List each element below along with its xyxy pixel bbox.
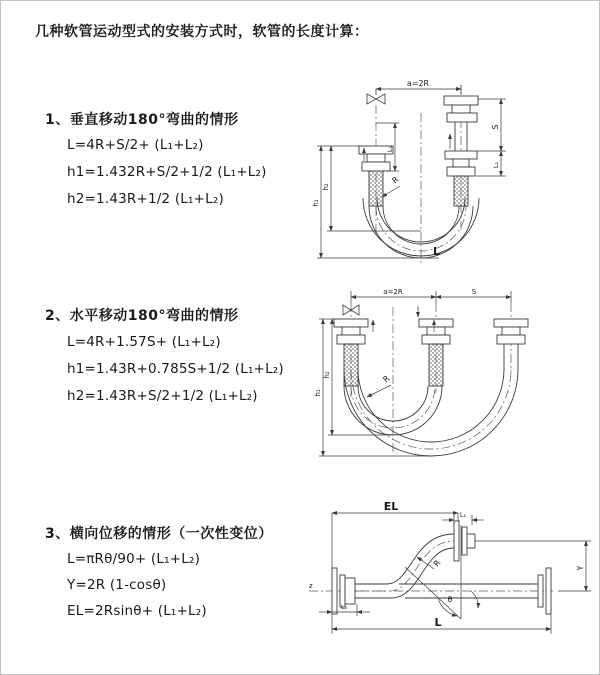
dimension-span-and-stroke — [351, 288, 511, 303]
section-3-formula-Y: Y=2R (1-cosθ) — [67, 577, 167, 593]
dim-label-l1: L₁ — [459, 511, 467, 519]
dim-label-length: L — [433, 245, 441, 258]
right-pipe-assembly — [444, 96, 478, 206]
page-title: 几种软管运动型式的安装方式时，软管的长度计算： — [35, 24, 369, 40]
dimension-y — [475, 541, 591, 591]
dim-label-el: EL — [383, 500, 399, 513]
radius-callout — [382, 175, 401, 197]
upper-flange — [454, 521, 475, 561]
dim-label-fitting-right: L₂ — [492, 161, 500, 169]
dimension-l — [332, 614, 551, 634]
dim-label-radius: R — [381, 373, 392, 385]
section-1-formula-h1: h1=1.432R+S/2+1/2 (L₁+L₂) — [67, 164, 267, 180]
dimension-span — [376, 79, 461, 95]
section-1-formula-L: L=4R+S/2+ (L₁+L₂) — [67, 137, 204, 153]
diagram-vertical-180-bend — [311, 73, 596, 268]
dim-label-length: L — [434, 616, 442, 629]
dim-label-fitting-left: L₁ — [386, 145, 394, 153]
left-pipe-assembly — [359, 146, 393, 206]
dim-label-y: Y — [576, 565, 585, 571]
dim-label-h1: h₁ — [312, 199, 320, 207]
dim-label-radius: R — [390, 174, 401, 186]
diagram-horizontal-180-bend — [313, 284, 599, 464]
middle-pipe-assembly — [418, 306, 453, 386]
section-2-heading: 2、水平移动180°弯曲的情形 — [45, 308, 239, 324]
dim-label-radius: R — [431, 558, 443, 569]
dimension-l2 — [319, 603, 370, 616]
section-3-heading: 3、横向位移的情形（一次性变位） — [45, 526, 273, 542]
section-3-formula-EL: EL=2Rsinθ+ (L₁+L₂) — [67, 603, 207, 619]
section-3-formula-L: L=πRθ/90+ (L₁+L₂) — [67, 551, 201, 567]
dimension-heights — [314, 319, 431, 456]
axis-mark-label: z — [309, 582, 313, 590]
radius-callout — [367, 374, 392, 397]
dim-label-stroke: S — [491, 124, 500, 130]
dim-label-h1: h₁ — [314, 389, 322, 397]
diagram-lateral-displacement — [296, 500, 600, 663]
dim-label-stroke: S — [471, 288, 477, 296]
section-2-formula-L: L=4R+1.57S+ (L₁+L₂) — [67, 334, 221, 350]
section-1-heading: 1、垂直移动180°弯曲的情形 — [45, 112, 239, 128]
section-2-formula-h1: h1=1.43R+0.785S+1/2 (L₁+L₂) — [67, 361, 284, 377]
section-2-formula-h2: h2=1.43R+S/2+1/2 (L₁+L₂) — [67, 388, 258, 404]
section-1-formula-h2: h2=1.43R+1/2 (L₁+L₂) — [67, 191, 224, 207]
dim-label-l2: L₂ — [340, 603, 348, 611]
radius-callout — [417, 557, 443, 569]
right-flange — [538, 568, 551, 614]
dim-label-h2: h₂ — [323, 371, 331, 379]
dimension-stroke-and-fitting-right — [476, 99, 506, 176]
dim-label-h2: h₂ — [322, 183, 330, 191]
left-pipe-assembly — [334, 319, 373, 386]
dim-label-span: a=2R — [406, 79, 430, 88]
dim-label-span: a=2R — [383, 288, 403, 296]
valve-icon — [367, 89, 385, 104]
dim-label-theta: θ — [447, 595, 453, 604]
dimension-el — [332, 500, 458, 568]
